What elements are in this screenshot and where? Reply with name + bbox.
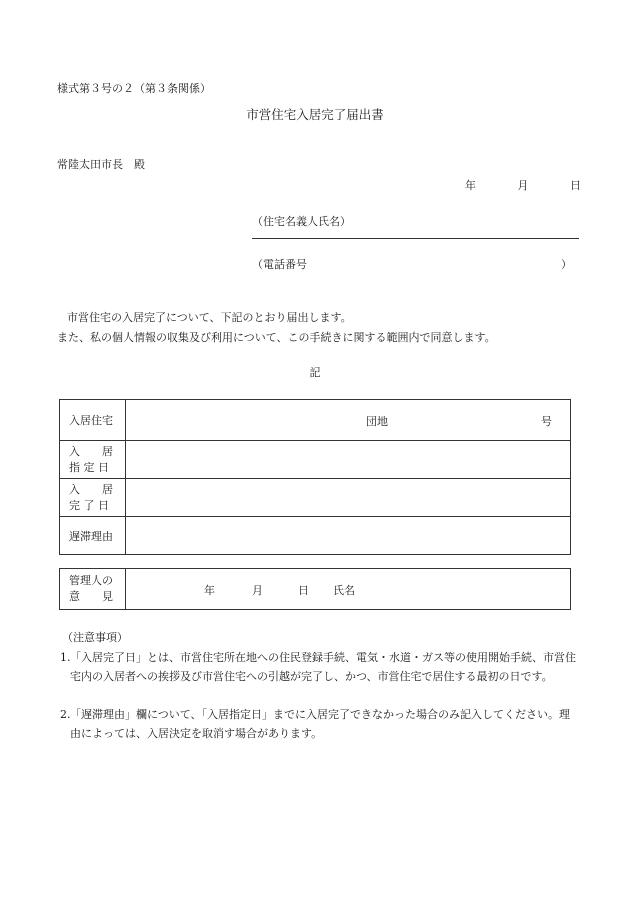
table-row <box>60 517 571 555</box>
table-row <box>60 441 571 479</box>
body-text-line2: また、私の個人情報の収集及び利用について、この手続きに関する範囲内で同意します。 <box>57 331 496 344</box>
ki-heading: 記 <box>309 366 321 379</box>
table-row <box>60 400 571 441</box>
delay-reason-label: 遅滞理由 <box>69 529 113 543</box>
completion-date-label-line2: 完 了 日 <box>69 498 109 512</box>
delay-reason-value-cell[interactable] <box>126 517 571 555</box>
designated-date-label-line1: 入 居 <box>69 444 113 458</box>
manager-label-line2: 意 見 <box>69 590 113 603</box>
note-text: 「遅滞理由」欄について、「入居指定日」までに入居完了できなかった場合のみ記入してください。理由によっては、入居決定を取消す場合があります。 <box>70 708 571 740</box>
manager-year-label: 年 <box>204 584 215 597</box>
phone-number-label: （電話番号 <box>252 258 307 271</box>
table-row <box>60 479 571 517</box>
completion-date-label-cell <box>60 479 126 517</box>
addressee: 常陸太田市長 殿 <box>57 158 145 171</box>
completion-date-label-line1: 入 居 <box>69 482 113 496</box>
note-item <box>60 705 580 743</box>
applicant-name-line[interactable] <box>252 238 579 239</box>
table-row <box>60 569 571 610</box>
delay-reason-label-cell <box>60 517 126 555</box>
manager-month-label: 月 <box>252 584 263 597</box>
applicant-name-label: （住宅名義人氏名） <box>252 215 351 228</box>
date-field <box>465 177 581 193</box>
note-number: 2. <box>60 708 71 721</box>
manager-opinion-cell[interactable] <box>126 569 571 610</box>
phone-number-close-paren: ） <box>561 258 572 271</box>
form-number: 様式第３号の２（第３条関係） <box>57 82 211 95</box>
manager-name-label: 氏名 <box>333 584 355 597</box>
date-month-label: 月 <box>517 179 529 192</box>
housing-label: 入居住宅 <box>69 414 113 427</box>
notes-heading: （注意事項） <box>62 631 128 644</box>
danchi-label: 団地 <box>366 415 388 428</box>
details-table <box>59 399 571 555</box>
housing-value-cell[interactable] <box>126 400 571 441</box>
note-number: 1. <box>60 651 71 664</box>
document-title: 市営住宅入居完了届出書 <box>246 107 384 122</box>
manager-label-cell <box>60 569 126 610</box>
manager-label-line1: 管理人の <box>69 574 113 587</box>
body-text-line1: 市営住宅の入居完了について、下記のとおり届出します。 <box>67 311 352 324</box>
note-item <box>60 648 580 686</box>
designated-date-label-line2: 指 定 日 <box>69 460 109 474</box>
completion-date-value-cell[interactable] <box>126 479 571 517</box>
date-day-label: 日 <box>570 179 581 192</box>
designated-date-label-cell <box>60 441 126 479</box>
room-number-label: 号 <box>541 415 552 428</box>
date-year-label: 年 <box>465 179 476 192</box>
manager-day-label: 日 <box>298 584 309 597</box>
housing-label-cell <box>60 400 126 441</box>
manager-opinion-table <box>59 568 571 610</box>
designated-date-value-cell[interactable] <box>126 441 571 479</box>
note-text: 「入居完了日」とは、市営住宅所在地への住民登録手続、電気・水道・ガス等の使用開始手続、市営住宅内の入居者への挨拶及び市営住宅への引越が完了し、かつ、市営住宅で居住する最初の日です。 <box>70 651 576 683</box>
